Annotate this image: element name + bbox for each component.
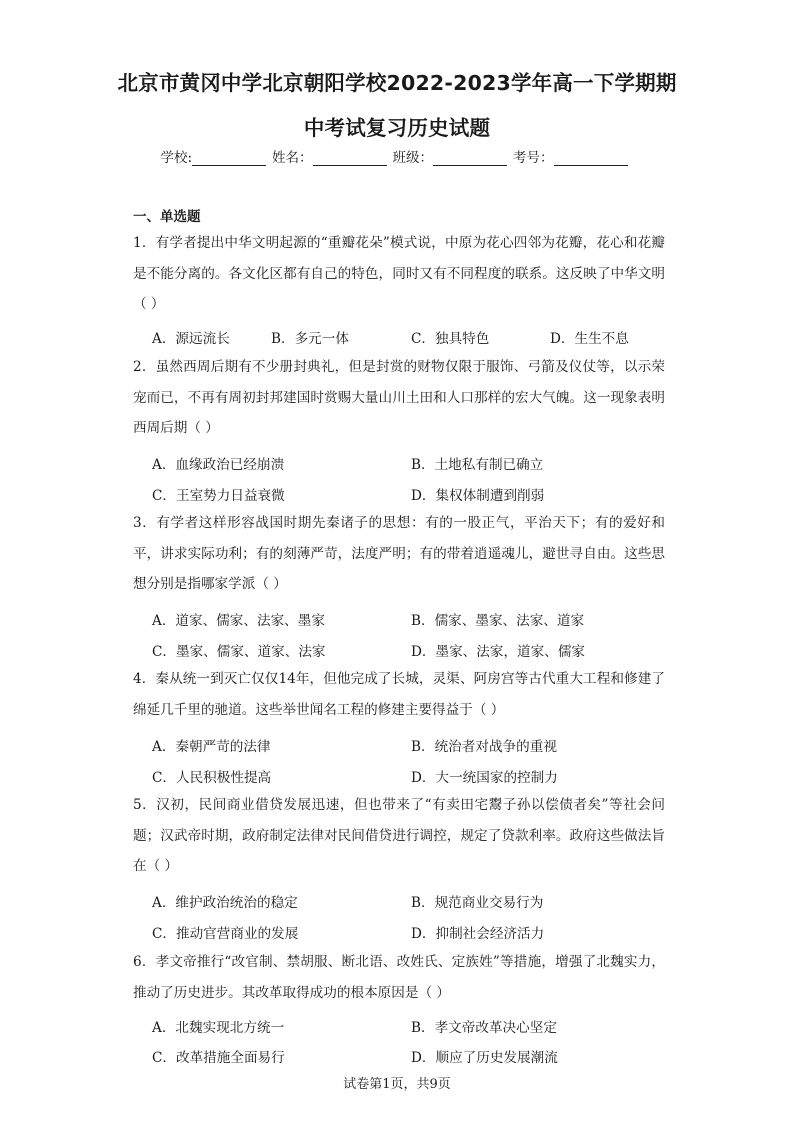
section-heading: 一、单选题 — [133, 209, 201, 225]
option-b[interactable]: B．规范商业交易行为 — [411, 895, 544, 911]
option-c[interactable]: C．独具特色 — [411, 331, 490, 347]
name-label: 姓名： — [272, 150, 313, 166]
option-b[interactable]: B．儒家、墨家、法家、道家 — [411, 613, 585, 629]
question-4: 4．秦从统一到灭亡仅仅14年，但他完成了长城，灵渠、阿房宫等古代重大工程和修建了绵延几千里的驰道。这些举世闻名工程的修建主要得益于（ ） — [133, 671, 665, 718]
option-b[interactable]: B．土地私有制已确立 — [411, 457, 544, 473]
option-a[interactable]: A．秦朝严苛的法律 — [152, 739, 271, 755]
question-2: 2．虽然西周后期有不少册封典礼，但是封赏的财物仅限于服饰、弓箭及仪仗等，以示荣宠而已，不再有周初封邦建国时赏赐大量山川土田和人口那样的宏大气魄。这一现象表明西周后期（ ） — [133, 359, 665, 436]
class-blank[interactable] — [433, 151, 507, 166]
exam-number-label: 考号： — [513, 150, 554, 166]
exam-number-blank[interactable] — [554, 151, 628, 166]
school-blank[interactable] — [192, 151, 266, 166]
option-d[interactable]: D．集权体制遭到削弱 — [411, 488, 545, 504]
question-1: 1．有学者提出中华文明起源的“重瓣花朵”模式说，中原为花心四邻为花瓣，花心和花瓣是不能分离的。各文化区都有自己的特色，同时又有不同程度的联系。这反映了中华文明（ ） — [133, 235, 665, 312]
school-label: 学校: — [160, 150, 193, 166]
exam-title-line2: 中考试复习历史试题 — [303, 116, 491, 140]
option-c[interactable]: C．人民积极性提高 — [152, 770, 272, 786]
option-d[interactable]: D．抑制社会经济活力 — [411, 926, 545, 942]
option-c[interactable]: C．改革措施全面易行 — [152, 1050, 285, 1066]
question-3: 3．有学者这样形容战国时期先秦诸子的思想：有的一股正气，平治天下；有的爱好和平，讲求实际功利；有的刻薄严苛，法度严明；有的带着逍遥魂儿，避世寻自由。这些思想分别是指哪家学派（ ） — [133, 515, 665, 592]
option-a[interactable]: A．源远流长 — [152, 331, 230, 347]
option-c[interactable]: C．王室势力日益衰微 — [152, 488, 285, 504]
page-footer: 试卷第1页，共9页 — [343, 1077, 451, 1092]
option-b[interactable]: B．孝文帝改革决心坚定 — [411, 1020, 557, 1036]
option-c[interactable]: C．推动官营商业的发展 — [152, 926, 299, 942]
option-d[interactable]: D．大一统国家的控制力 — [411, 770, 558, 786]
option-d[interactable]: D．墨家、法家，道家、儒家 — [411, 644, 586, 660]
question-5: 5．汉初，民间商业借贷发展迅速，但也带来了“有卖田宅鬻子孙以偿债者矣”等社会问题；汉武帝时期，政府制定法律对民间借贷进行调控，规定了贷款利率。政府这些做法旨在（ ） — [133, 797, 665, 874]
option-b[interactable]: B．统治者对战争的重视 — [411, 739, 557, 755]
name-blank[interactable] — [313, 151, 387, 166]
option-a[interactable]: A．维护政治统治的稳定 — [152, 895, 298, 911]
option-b[interactable]: B．多元一体 — [271, 331, 349, 347]
question-6: 6．孝文帝推行“改官制、禁胡服、断北语、改姓氏、定族姓”等措施，增强了北魏实力，推动了历史进步。其改革取得成功的根本原因是（ ） — [133, 954, 665, 1001]
class-label: 班级： — [392, 150, 434, 166]
option-a[interactable]: A．道家、儒家、法家、墨家 — [152, 613, 325, 629]
option-a[interactable]: A．血缘政治已经崩溃 — [152, 457, 285, 473]
option-a[interactable]: A．北魏实现北方统一 — [152, 1020, 285, 1036]
option-c[interactable]: C．墨家、儒家、道家、法家 — [152, 644, 326, 660]
exam-title-line1: 北京市黄冈中学北京朝阳学校2022-2023学年高一下学期期 — [117, 71, 677, 95]
option-d[interactable]: D．顺应了历史发展潮流 — [411, 1050, 558, 1066]
option-d[interactable]: D．生生不息 — [550, 331, 629, 347]
student-info-row — [0, 146, 794, 166]
